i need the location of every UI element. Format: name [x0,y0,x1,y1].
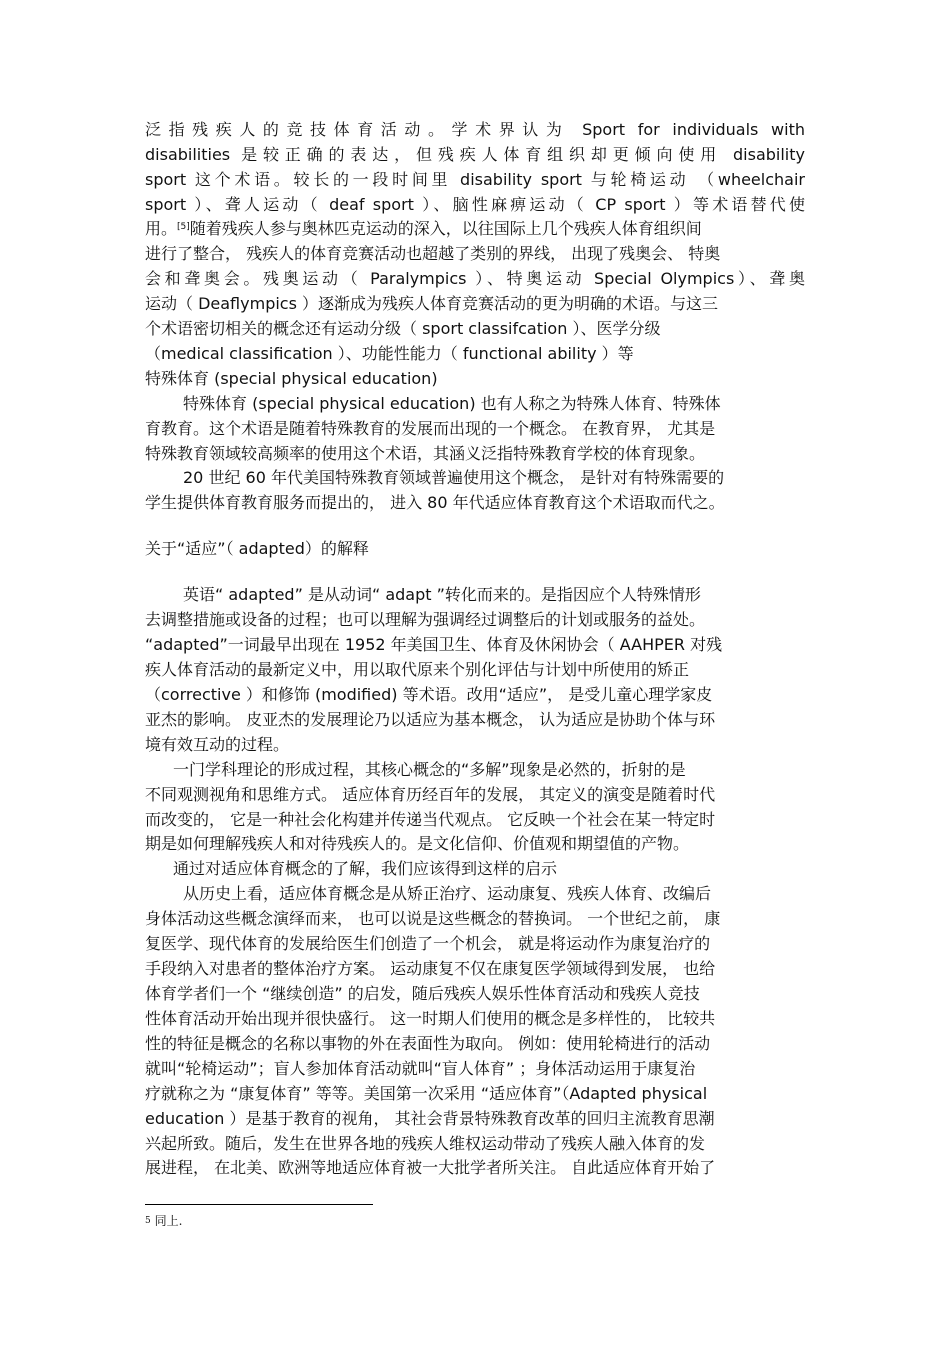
body-line: 复医学、现代体育的发展给医生们创造了一个机会， 就是将运动作为康复治疗的 [145,934,711,953]
body-line: （medical classification ）、功能性能力（ functional ability ）等 [145,344,634,363]
body-line: 疾人体育活动的最新定义中，用以取代原来个别化评估与计划中所使用的矫正 [145,660,690,679]
body-line: 一门学科理论的形成过程，其核心概念的“多解”现象是必然的，折射的是 [173,760,686,779]
body-text: 随着残疾人参与奥林匹克运动的深入，以往国际上几个残疾人体育组织间 [189,219,702,238]
body-text: 用。 [145,219,178,238]
body-line: 去调整措施或设备的过程；也可以理解为强调经过调整后的计划或服务的益处。 [145,610,706,629]
body-line: 育教育。这个术语是随着特殊教育的发展而出现的一个概念。 在教育界， 尤其是 [145,419,716,438]
body-line: 运动（ Deaflympics ）逐渐成为残疾人体育竞赛活动的更为明确的术语。与这三 [145,294,719,313]
body-line: 通过对适应体育概念的了解，我们应该得到这样的启示 [173,859,558,878]
footnote-divider [145,1204,373,1205]
section-heading: 关于“适应”（ adapted）的解释 [145,539,369,558]
body-line: 而改变的， 它是一种社会化构建并传递当代观点。 它反映一个社会在某一特定时 [145,810,716,829]
footnote-mark: 5 [145,1216,151,1226]
body-line: 个术语密切相关的概念还有运动分级（ sport classifcation ）、医学分级 [145,319,661,338]
body-line [145,218,805,240]
body-line: 就叫“轮椅运动”；盲人参加体育活动就叫“盲人体育” ；身体活动运用于康复治 [145,1059,696,1078]
body-line: 展进程， 在北美、欧洲等地适应体育被一大批学者所关注。 自此适应体育开始了 [145,1158,716,1177]
body-line: 特殊教育领域较高频率的使用这个术语，其涵义泛指特殊教育学校的体育现象。 [145,444,706,463]
body-line: （corrective ）和修饰 (modified) 等术语。改用“适应”， 是受儿童心理学家皮 [145,685,713,704]
body-line: 学生提供体育教育服务而提出的， 进入 80 年代适应体育教育这个术语取而代之。 [145,493,725,512]
body-line: disabilities 是较正确的表达，但残疾人体育组织却更倾向使用 disability [145,145,805,164]
body-line: 亚杰的影响。 皮亚杰的发展理论乃以适应为基本概念， 认为适应是协助个体与环 [145,710,716,729]
footnote-text: 同上. [154,1214,183,1228]
body-line: 不同观测视角和思维方式。 适应体育历经百年的发展， 其定义的演变是随着时代 [145,785,716,804]
body-line: 身体活动这些概念演绎而来， 也可以说是这些概念的替换词。 一个世纪之前， 康 [145,909,721,928]
body-line: 特殊体育 (special physical education) [145,369,438,388]
body-line: 性的特征是概念的名称以事物的外在表面性为取向。 例如：使用轮椅进行的活动 [145,1034,711,1053]
body-line: 泛指残疾人的竞技体育活动。学术界认为 Sport for individuals with [145,120,805,139]
body-line: 境有效互动的过程。 [145,735,290,754]
body-line: 疗就称之为 “康复体育” 等等。美国第一次采用 “适应体育”（Adapted physical [145,1084,708,1103]
body-line: 手段纳入对患者的整体治疗方案。 运动康复不仅在康复医学领域得到发展， 也给 [145,959,716,978]
body-line: 性体育活动开始出现并很快盛行。 这一时期人们使用的概念是多样性的， 比较共 [145,1009,716,1028]
body-line: sport ）、聋人运动（ deaf sport ）、脑性麻痹运动（ CP sport ）等术语替代使 [145,195,805,214]
body-line: “adapted”一词最早出现在 1952 年美国卫生、体育及休闲协会（ AAHPER 对残 [145,635,723,654]
body-line: 进行了整合， 残疾人的体育竞赛活动也超越了类别的界线， 出现了残奥会、 特奥 [145,244,721,263]
body-line: education ）是基于教育的视角， 其社会背景特殊教育改革的回归主流教育思潮 [145,1109,715,1128]
body-line: 期是如何理解残疾人和对待残疾人的。是文化信仰、价值观和期望值的产物。 [145,834,690,853]
footnote [145,1213,182,1229]
body-line: 英语“ adapted” 是从动词“ adapt ”转化而来的。是指因应个人特殊情形 [183,585,701,604]
citation-ref: [5] [177,222,190,232]
body-line: 从历史上看，适应体育概念是从矫正治疗、运动康复、残疾人体育、改编后 [183,884,712,903]
body-line: 会和聋奥会。残奥运动（ Paralympics ）、特奥运动 Special Olympics）、聋奥 [145,269,805,288]
body-line: 体育学者们一个 “继续创造” 的启发，随后残疾人娱乐性体育活动和残疾人竞技 [145,984,700,1003]
body-line: 兴起所致。随后，发生在世界各地的残疾人维权运动带动了残疾人融入体育的发 [145,1134,706,1153]
body-line: 特殊体育 (special physical education) 也有人称之为特殊人体育、特殊体 [183,394,721,413]
body-line: sport 这个术语。较长的一段时间里 disability sport 与轮椅运动 （wheelchair [145,170,805,189]
body-line: 20 世纪 60 年代美国特殊教育领域普遍使用这个概念， 是针对有特殊需要的 [183,468,725,487]
